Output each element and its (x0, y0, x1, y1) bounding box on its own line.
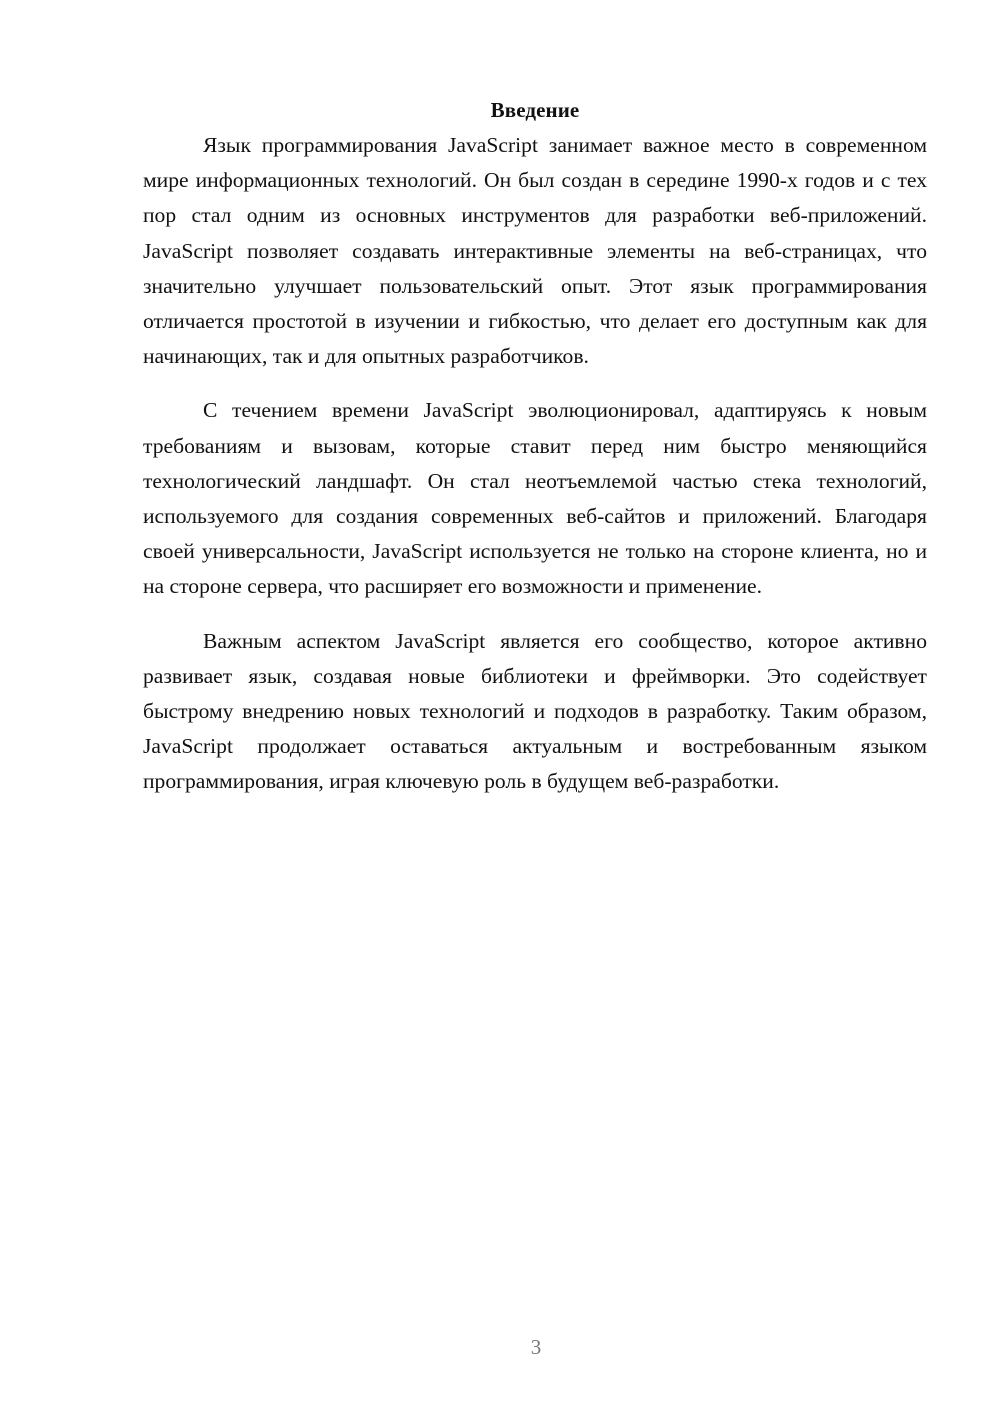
paragraph-3: Важным аспектом JavaScript является его сообщество, которое активно развивает язык, создавая новые библиотеки и фреймворки. Это содействует быстрому внедрению новых технологий и подходов в разработку. Таким образом, JavaScript продолжает оставаться актуальным и востребованным языком программирования, играя ключевую роль в будущем веб-разработки. (143, 628, 927, 794)
paragraph-2: С течением времени JavaScript эволюционировал, адаптируясь к новым требованиям и вызовам, которые ставит перед ним быстро меняющийся технологический ландшафт. Он стал неотъемлемой частью стека технологий, используемого для создания современных веб-сайтов и приложений. Благодаря своей универсальности, JavaScript используется не только на стороне клиента, но и на стороне сервера, что расширяет его возможности и применение. (143, 398, 927, 599)
paragraph-1: Язык программирования JavaScript занимает важное место в современном мире информационных технологий. Он был создан в середине 1990-х годов и с тех пор стал одним из основных инструментов для разработки веб-приложений. JavaScript позволяет создавать интерактивные элементы на веб-страницах, что значительно улучшает пользовательский опыт. Этот язык программирования отличается простотой в изучении и гибкостью, что делает его доступным как для начинающих, так и для опытных разработчиков. (143, 133, 927, 369)
page-number: 3 (530, 1335, 542, 1359)
page-content (143, 93, 927, 800)
section-title: Введение (490, 98, 580, 122)
